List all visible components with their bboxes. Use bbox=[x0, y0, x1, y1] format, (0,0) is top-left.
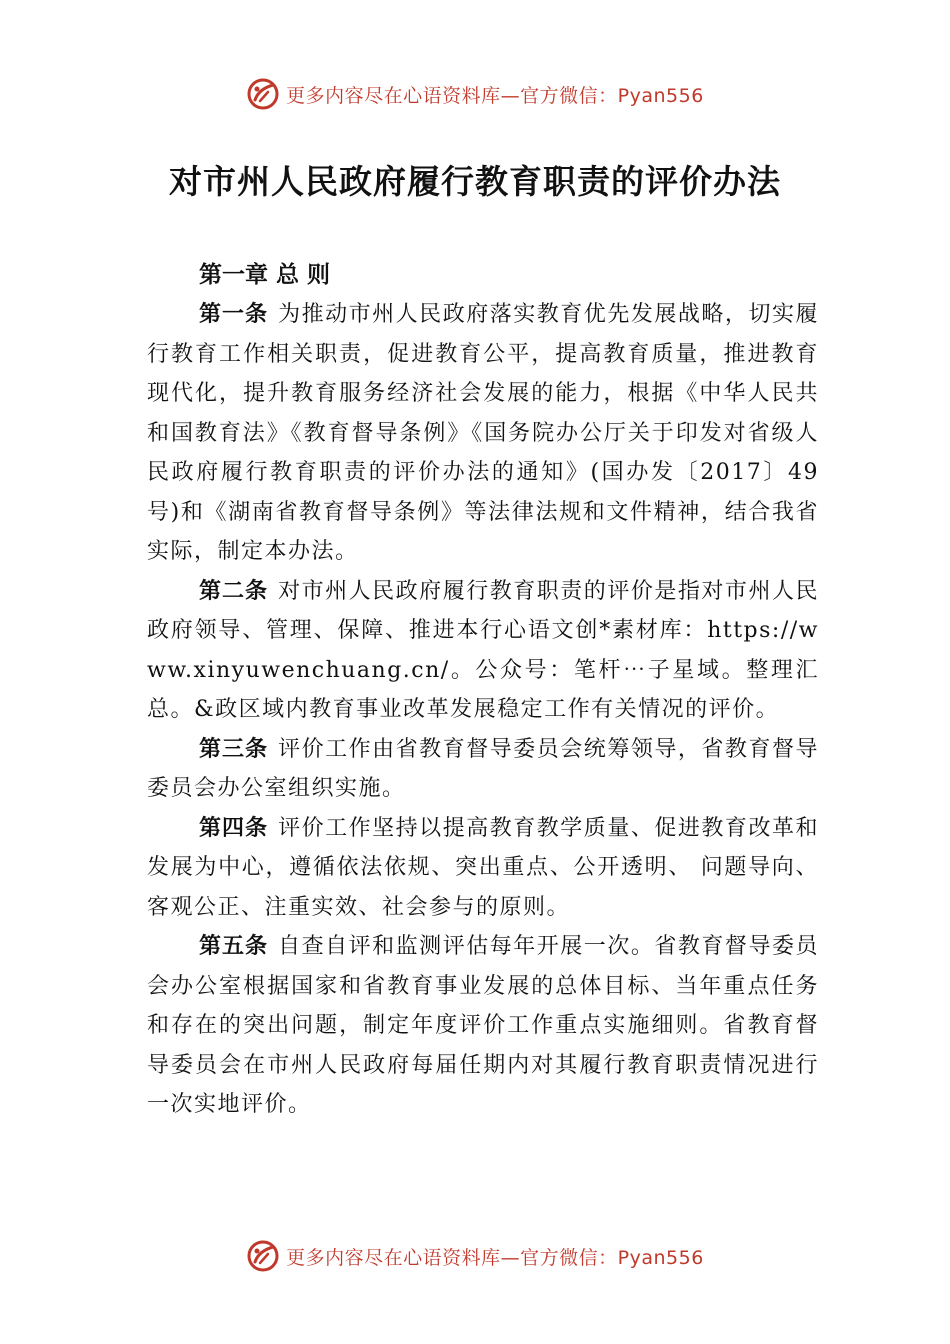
brand-logo-icon bbox=[246, 1239, 280, 1273]
article-2 bbox=[147, 572, 819, 730]
document-body bbox=[147, 255, 819, 1125]
brand-logo-icon bbox=[246, 77, 280, 111]
article-text: 自查自评和监测评估每年开展一次。省教育督导委员会办公室根据国家和省教育事业发展的总体目标、当年重点任务和存在的突出问题，制定年度评价工作重点实施细则。省教育督导委员会在市州人民政府每届任期内对其履行教育职责情况进行一次实地评价。 bbox=[147, 934, 819, 1117]
banner-text: 更多内容尽在心语资料库—官方微信：Pyan556 bbox=[286, 84, 704, 107]
article-4 bbox=[147, 809, 819, 928]
document-title: 对市州人民政府履行教育职责的评价办法 bbox=[169, 162, 781, 201]
article-text: 评价工作由省教育督导委员会统筹领导，省教育督导委员会办公室组织实施。 bbox=[147, 736, 819, 801]
article-text: 评价工作坚持以提高教育教学质量、促进教育改革和发展为中心，遵循依法依规、突出重点、公开透明、 问题导向、客观公正、注重实效、社会参与的原则。 bbox=[147, 815, 819, 920]
chapter-heading: 第一章 总 则 bbox=[199, 262, 331, 288]
article-text: 对市州人民政府履行教育职责的评价是指对市州人民政府领导、管理、保障、推进本行心语文创*素材库：https://www.xinyuwenchuang.cn/。公众号：笔杆⋯子星域。整理汇总。&政区域内教育事业改革发展稳定工作有关情况的评价。 bbox=[147, 578, 819, 722]
header-watermark-banner bbox=[0, 72, 950, 116]
article-5 bbox=[147, 927, 819, 1125]
article-label: 第三条 bbox=[199, 735, 269, 762]
article-label: 第一条 bbox=[199, 301, 269, 327]
article-label: 第五条 bbox=[199, 933, 269, 959]
footer-watermark-banner bbox=[0, 1234, 950, 1278]
article-text: 为推动市州人民政府落实教育优先发展战略，切实履行教育工作相关职责，促进教育公平，提高教育质量，推进教育现代化，提升教育服务经济社会发展的能力，根据《中华人民共和国教育法》《教育督导条例》《国务院办公厅关于印发对省级人民政府履行教育职责的评价办法的通知》(国办发〔2017〕49号)和《湖南省教育督导条例》等法律法规和文件精神，结合我省实际，制定本办法。 bbox=[147, 302, 819, 564]
article-label: 第四条 bbox=[199, 814, 269, 841]
article-3 bbox=[147, 730, 819, 809]
article-1 bbox=[147, 295, 819, 572]
article-label: 第二条 bbox=[199, 577, 269, 604]
banner-text: 更多内容尽在心语资料库—官方微信：Pyan556 bbox=[286, 1246, 704, 1269]
